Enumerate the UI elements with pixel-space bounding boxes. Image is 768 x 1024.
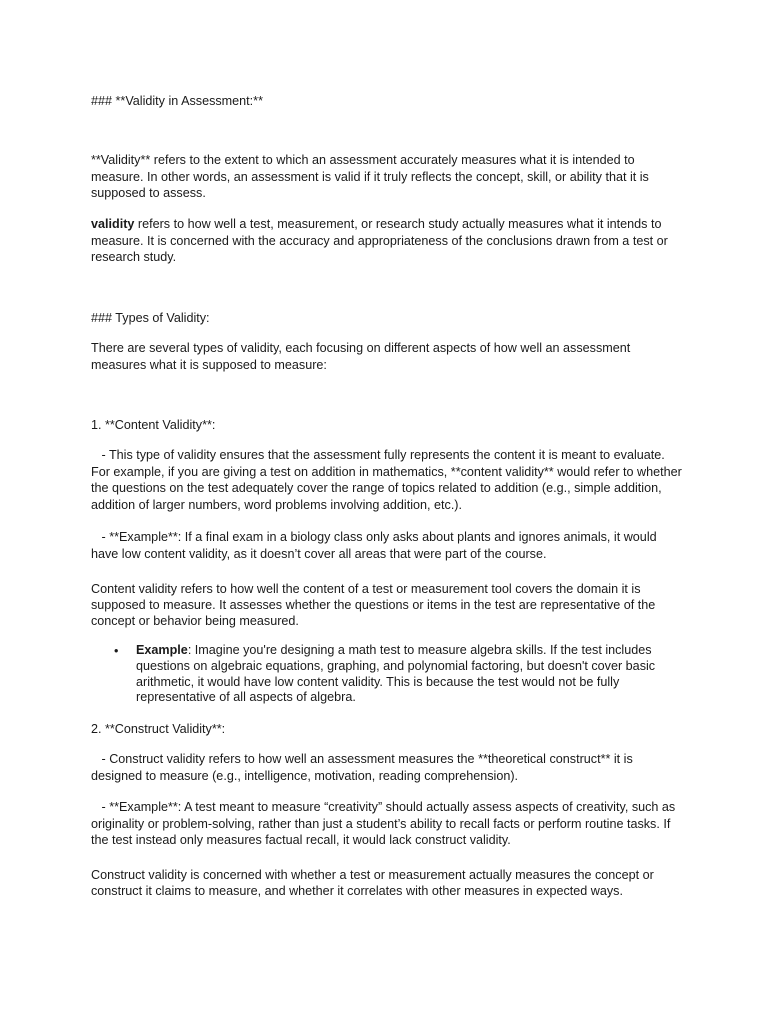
heading-types-of-validity: ### Types of Validity: bbox=[91, 311, 210, 325]
heading-content-validity: 1. **Content Validity**: bbox=[91, 418, 216, 432]
paragraph-construct-validity-desc: - Construct validity refers to how well an assessment measures the **theoretical construct** it is designed to measure (e.g., intelligence, motivation, reading comprehension). bbox=[91, 752, 637, 783]
bullet-example-text: : Imagine you're designing a math test to measure algebra skills. If the test includes questions on algebraic equations, graphing, and polynomial factoring, but doesn't cover basic arithmetic, it would have low content validity. This is because the test would not be fully representative of all aspects of algebra. bbox=[136, 643, 656, 705]
paragraph-types-intro: There are several types of validity, each focusing on different aspects of how well an assessment measures what it is supposed to measure: bbox=[91, 341, 631, 372]
heading-validity-in-assessment: ### **Validity in Assessment:** bbox=[91, 94, 263, 108]
paragraph-validity-definition: **Validity** refers to the extent to which an assessment accurately measures what it is intended to measure. In other words, an assessment is valid if it truly reflects the concept, skill, or ability that it is supposed to assess. bbox=[91, 153, 649, 201]
paragraph-content-validity-example: - **Example**: If a final exam in a biology class only asks about plants and ignores animals, it would have low content validity, as it doesn’t cover all areas that were part of the course. bbox=[91, 530, 661, 561]
validity-explanation-text: refers to how well a test, measurement, or research study actually measures what it intends to measure. It is concerned with the accuracy and appropriateness of the conclusions drawn from a test or research study. bbox=[91, 217, 668, 265]
paragraph-content-validity-desc: - This type of validity ensures that the assessment fully represents the content it is meant to evaluate. For example, if you are giving a test on addition in mathematics, **content validity** would refer to whether the questions on the test adequately cover the range of topics related to addition (e.g., simple addition, addition of larger numbers, word problems involving addition, etc.). bbox=[91, 448, 686, 512]
paragraph-construct-validity-summary: Construct validity is concerned with whether a test or measurement actually measures the concept or construct it claims to measure, and whether it correlates with other measures in expected ways. bbox=[91, 868, 654, 898]
paragraph-content-validity-summary: Content validity refers to how well the content of a test or measurement tool covers the domain it is supposed to measure. It assesses whether the questions or items in the test are representative of the concept or behavior being measured. bbox=[91, 582, 656, 628]
paragraph-construct-validity-example: - **Example**: A test meant to measure “creativity” should actually assess aspects of creativity, such as originality or problem-solving, rather than just a student’s ability to recall facts or perform routine tasks. If the test instead only measures factual recall, it would lack construct validity. bbox=[91, 800, 679, 848]
heading-construct-validity: 2. **Construct Validity**: bbox=[91, 722, 226, 736]
validity-term: validity bbox=[91, 217, 135, 231]
bullet-example-label: Example bbox=[136, 643, 188, 657]
paragraph-validity-explanation bbox=[91, 216, 683, 266]
bullet-marker: • bbox=[114, 644, 119, 658]
bullet-content-validity-example bbox=[136, 643, 684, 706]
